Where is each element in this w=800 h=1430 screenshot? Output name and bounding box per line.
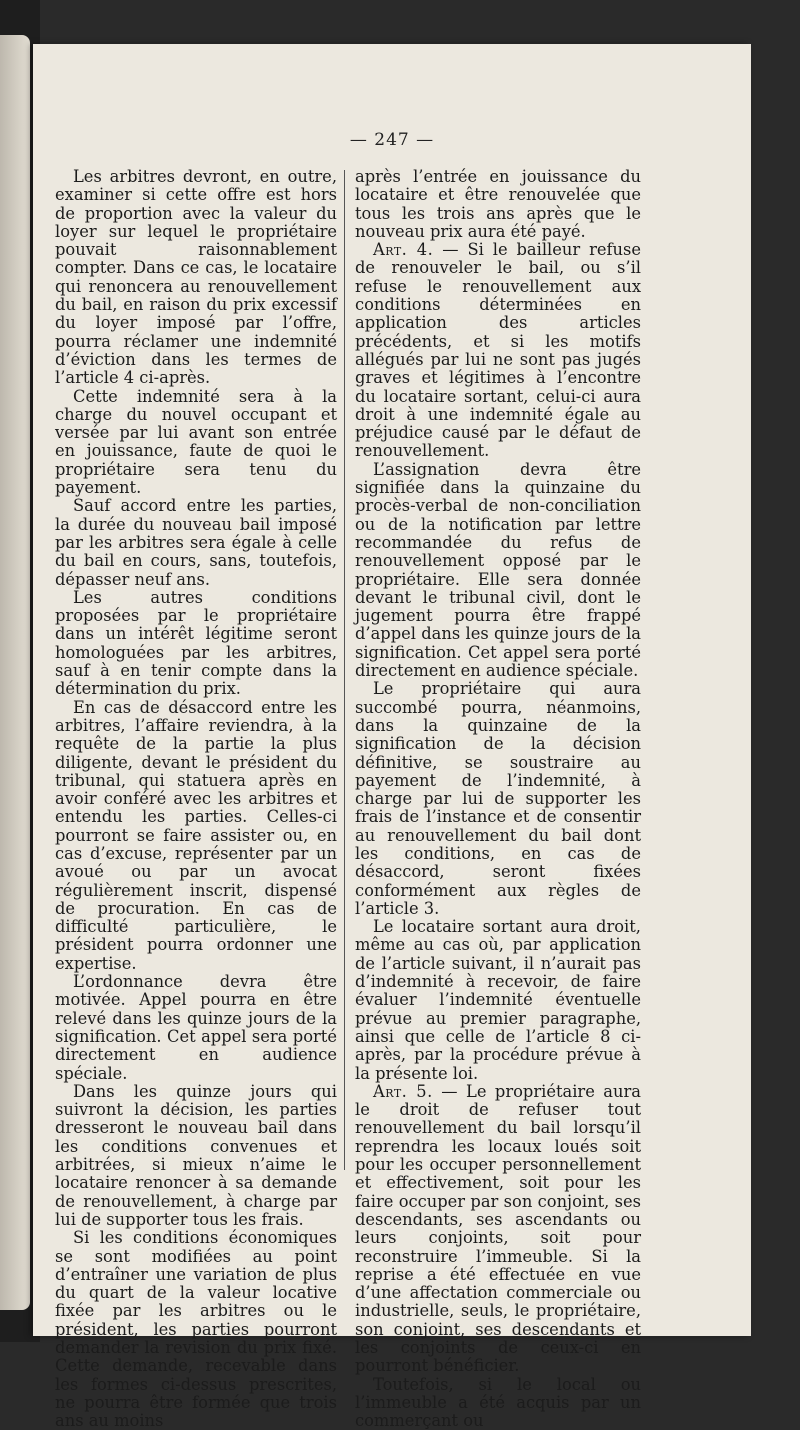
paragraph: Cette indemnité sera à la charge du nouvel occupant et versée par lui avant son entrée en jouissance, faute de quoi le propriétaire sera tenu du payement. xyxy=(55,386,337,498)
paragraph-text: Toutefois, si le local ou l’immeuble a été acquis par un commerçant ou xyxy=(355,1374,641,1430)
paragraph: Dans les quinze jours qui suivront la décision, les parties dresseront le nouveau bail dans les conditions convenues et arbitrées, si mieux n’aime le locataire renoncer à sa demande de renouvellement, à charge par lui de supporter tous les frais. xyxy=(55,1081,337,1229)
paragraph xyxy=(355,168,641,241)
paragraph: Les autres conditions proposées par le propriétaire dans un intérêt légitime seront homologuées par les arbitres, sauf à en tenir compte dans la détermination du prix. xyxy=(55,587,337,699)
paragraph: Si les conditions économiques se sont modifiées au point d’entraîner une variation de plus du quart de la valeur locative fixée par les arbitres ou le président, les parties pourront demander la revision du prix fixé. Cette demande, recevable dans les formes ci-dessus prescrites, ne pourra être formée que trois ans au moins xyxy=(55,1228,337,1430)
paragraph-text: — Le propriétaire aura le droit de refuser tout renouvellement du bail lorsqu’il reprendra les locaux loués soit pour les occuper personnellement et effectivement, soit pour les faire occuper par son conjoint, ses descendants, ses ascendants ou leurs conjoints, soit pour reconstruire l’immeuble. Si la reprise a été effectuée en vue d’une affectation commerciale ou industrielle, seuls, le propriétaire, son conjoint, ses descendants et les conjoints de ceux-ci en pourront bénéficier. xyxy=(355,1081,641,1376)
paragraph: Sauf accord entre les parties, la durée du nouveau bail imposé par les arbitres sera égale à celle du bail en cours, sans, toutefois, dépasser neuf ans. xyxy=(55,496,337,589)
page-number: — 247 — xyxy=(349,130,435,150)
paragraph xyxy=(355,461,641,681)
paragraph-text: — Si le bailleur refuse de renouveler le bail, ou s’il refuse le renouvellement aux conditions déterminées en application des articles précédents, et si les motifs allégués par lui ne sont pas jugés graves et légitimes à l’encontre du locataire sortant, celui-ci aura droit à une indemnité égale au préjudice causé par le défaut de renouvellement. xyxy=(355,240,642,461)
article-5-paragraph xyxy=(355,1083,641,1376)
article-4-paragraph xyxy=(355,241,641,461)
paragraph-text: L’assignation devra être signifiée dans la quinzaine du procès-verbal de non-conciliation ou de la notification par lettre recommandée du refus de renouvellement opposé par le propriétaire. Elle sera donnée devant le tribunal civil, dont le jugement pourra être frappé d’appel dans les quinze jours de la signification. Cet appel sera porté directement en audience spéciale. xyxy=(355,459,641,681)
article-label: Art. 5. xyxy=(373,1081,433,1101)
paragraph: Les arbitres devront, en outre, examiner si cette offre est hors de proportion avec la valeur du loyer sur lequel le propriétaire pouvait raisonnablement compter. Dans ce cas, le locataire qui renoncera au renouvellement du bail, en raison du prix excessif du loyer imposé par l’offre, pourra réclamer une indemnité d’éviction dans les termes de l’article 4 ci-après. xyxy=(55,167,337,388)
previous-page-edge xyxy=(0,35,30,1310)
article-label: Art. 4. xyxy=(373,240,434,260)
book-page xyxy=(33,44,751,1430)
paragraph-text: Le locataire sortant aura droit, même au cas où, par application de l’article suivant, il n’aurait pas d’indemnité à recevoir, de faire évaluer l’indemnité éventuelle prévue au premier paragraphe, ainsi que celle de l’article 8 ci-après, par la procédure prévue à la présente loi. xyxy=(355,917,641,1083)
right-column xyxy=(355,168,641,1430)
paragraph xyxy=(355,918,641,1083)
paragraph: L’ordonnance devra être motivée. Appel pourra en être relevé dans les quinze jours de la signification. Cet appel sera porté directement en audience spéciale. xyxy=(55,972,337,1083)
column-divider xyxy=(344,170,345,1170)
paragraph xyxy=(355,1376,641,1430)
paragraph: En cas de désaccord entre les arbitres, l’affaire reviendra, à la requête de la partie la plus diligente, devant le président du tribunal, qui statuera après en avoir conféré avec les arbitres et entendu les parties. Celles-ci pourront se faire assister ou, en cas d’excuse, représenter par un avoué ou par un avocat régulièrement inscrit, dispensé de procuration. En cas de difficulté particulière, le président pourra ordonner une expertise. xyxy=(55,697,337,973)
paragraph-text: Le propriétaire qui aura succombé pourra, néanmoins, dans la quinzaine de la signification de la décision définitive, se soustraire au payement de l’indemnité, à charge par lui de supporter les frais de l’instance et de consentir au renouvellement du bail dont les conditions, en cas de désaccord, seront fixées conformément aux règles de l’article 3. xyxy=(355,679,641,918)
paragraph xyxy=(355,680,641,918)
paragraph-text: après l’entrée en jouissance du locataire et être renouvelée que tous les trois ans après que le nouveau prix aura été payé. xyxy=(355,167,641,241)
left-column xyxy=(55,168,337,1430)
